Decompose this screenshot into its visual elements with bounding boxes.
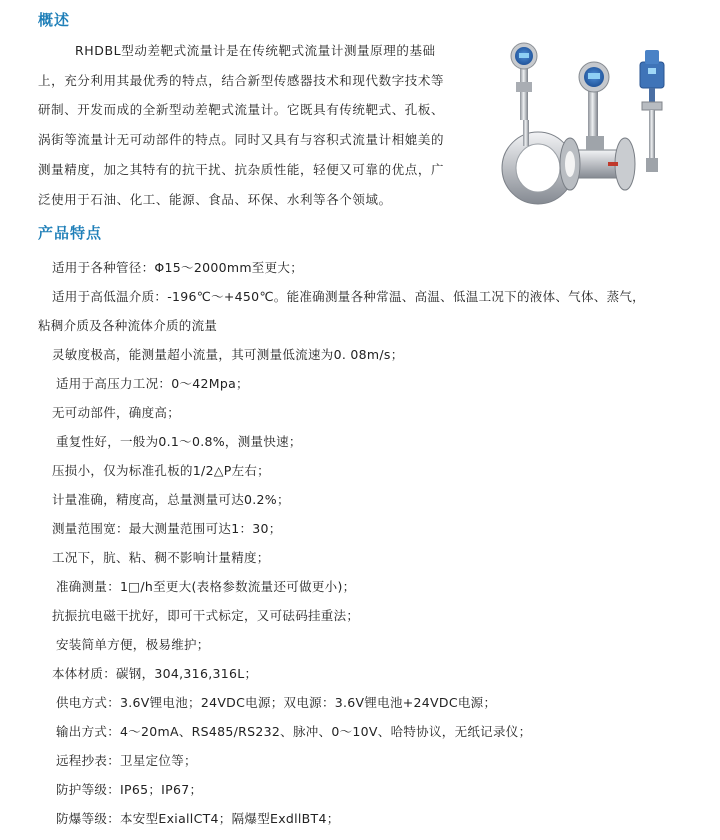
feature-item: 粘稠介质及各种流体介质的流量 bbox=[38, 318, 218, 333]
feature-item: 适用于高低温介质：-196℃～+450℃。能准确测量各种常温、高温、低温工况下的液体、气体、蒸气， bbox=[52, 289, 645, 304]
overview-line: 研制、开发而成的全新型动差靶式流量计。它既具有传统靶式、孔板、 bbox=[38, 102, 445, 117]
feature-item: 测量范围宽：最大测量范围可达1：30； bbox=[52, 521, 282, 536]
feature-item: 计量准确，精度高，总量测量可达0.2%； bbox=[52, 492, 290, 507]
overview-line: 泛使用于石油、化工、能源、食品、环保、水利等各个领域。 bbox=[38, 192, 392, 207]
insertion-flowmeter bbox=[640, 50, 664, 172]
feature-item: 灵敏度极高，能测量超小流量，其可测量低流速为0. 08m/s； bbox=[52, 347, 404, 362]
feature-item: 安装简单方便，极易维护； bbox=[56, 637, 210, 652]
overview-heading: 概述 bbox=[38, 11, 71, 29]
overview-line: 上，充分利用其最优秀的特点，结合新型传感器技术和现代数字技术等 bbox=[38, 73, 445, 88]
feature-item: 适用于高压力工况：0～42Mpa； bbox=[56, 376, 249, 391]
overview-line: 测量精度，加之其特有的抗干扰、抗杂质性能，轻便又可靠的优点，广 bbox=[38, 162, 445, 177]
feature-item: 防爆等级：本安型ExiallCT4；隔爆型ExdllBT4； bbox=[56, 811, 340, 826]
feature-item: 防护等级：IP65；IP67； bbox=[56, 782, 203, 797]
flanged-flowmeter bbox=[560, 62, 635, 190]
flowmeter-product-photo bbox=[490, 40, 675, 210]
feature-item: 供电方式：3.6V锂电池；24VDC电源；双电源：3.6V锂电池+24VDC电源； bbox=[56, 695, 497, 710]
feature-item: 无可动部件，确度高； bbox=[52, 405, 181, 420]
feature-item: 准确测量：1□/h至更大(表格参数流量还可做更小)； bbox=[56, 579, 356, 594]
feature-item: 压损小，仅为标准孔板的1/2△P左右； bbox=[52, 463, 270, 478]
feature-item: 重复性好，一般为0.1～0.8%，测量快速； bbox=[56, 434, 302, 449]
feature-item: 工况下，肮、粘、稠不影响计量精度； bbox=[52, 550, 270, 565]
feature-item: 本体材质：碳钢，304,316,316L； bbox=[52, 666, 258, 681]
overview-line: 涡街等流量计无可动部件的特点。同时又具有与容积式流量计相媲美的 bbox=[38, 132, 445, 147]
feature-item: 远程抄表：卫星定位等； bbox=[56, 753, 197, 768]
feature-item: 适用于各种管径：Φ15～2000mm至更大； bbox=[52, 260, 304, 275]
feature-item: 输出方式：4～20mA、RS485/RS232、脉冲、0～10V、哈特协议，无纸记录仪； bbox=[56, 724, 532, 739]
overview-line: RHDBL型动差靶式流量计是在传统靶式流量计测量原理的基础 bbox=[75, 43, 436, 58]
features-heading: 产品特点 bbox=[38, 224, 103, 242]
feature-item: 抗振抗电磁干扰好，即可干式标定，又可砝码挂重法； bbox=[52, 608, 360, 623]
